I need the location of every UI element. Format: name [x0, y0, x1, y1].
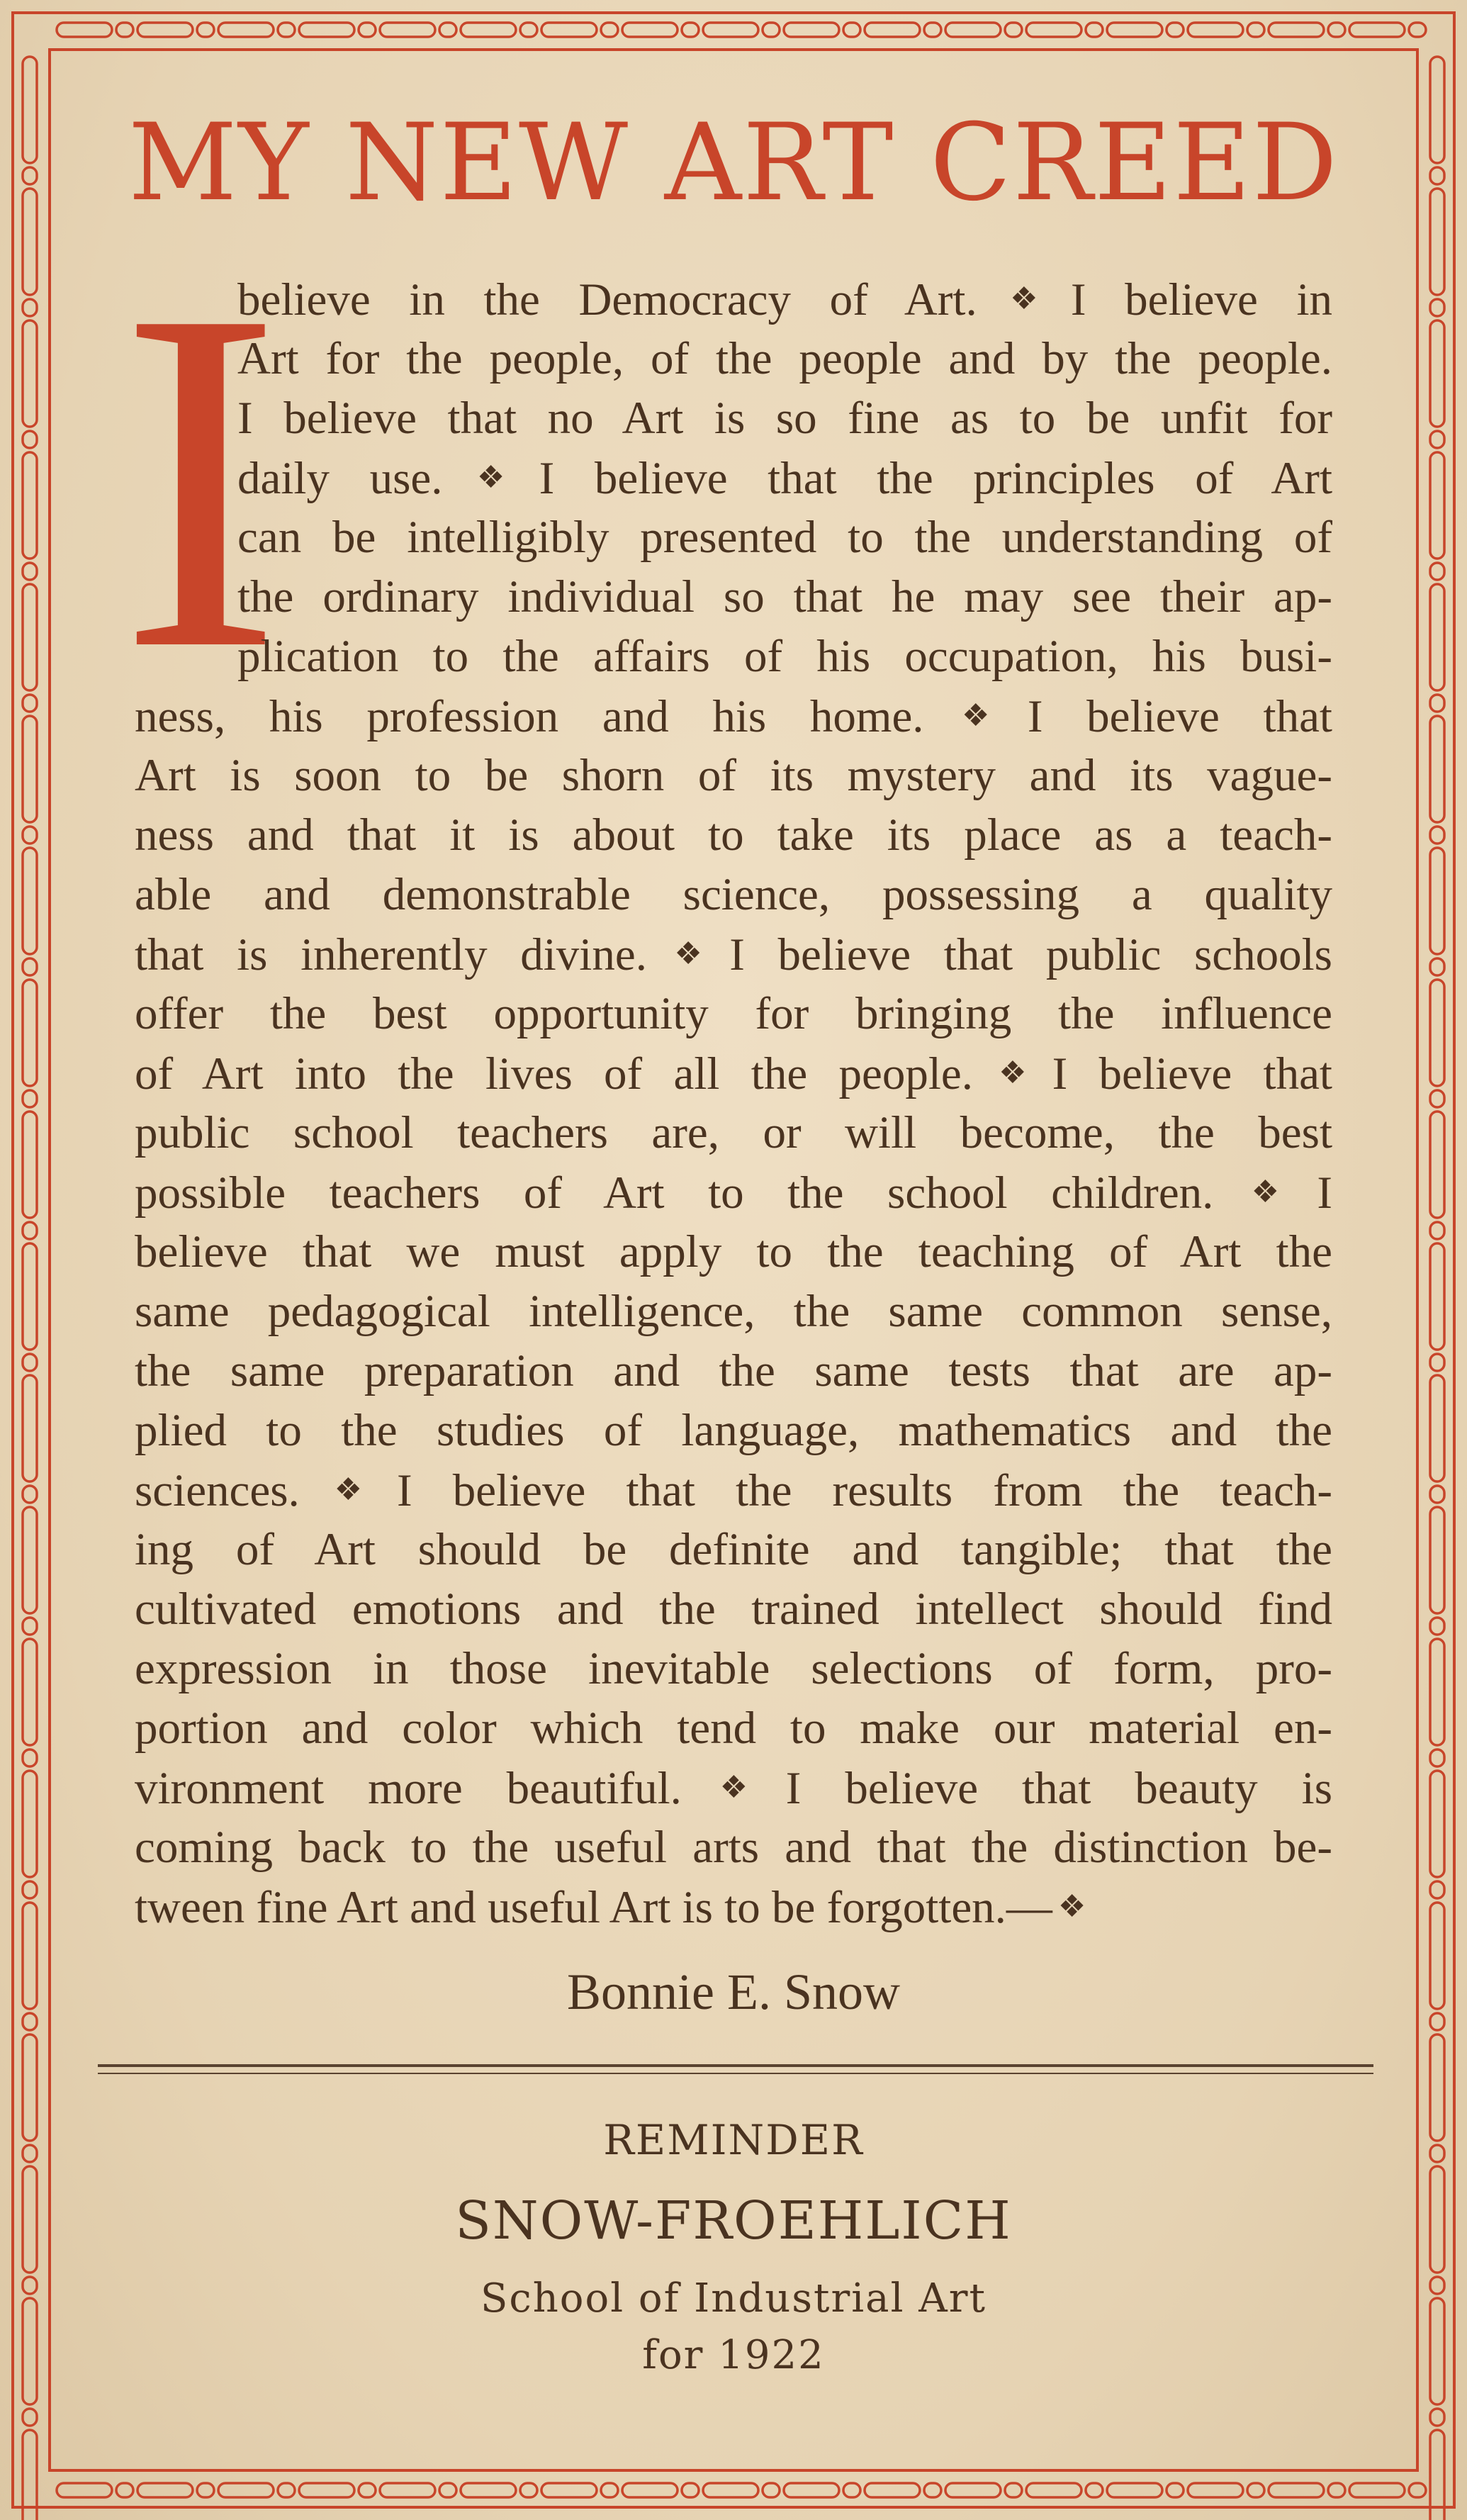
- border-link: [1430, 1243, 1444, 1350]
- border-link: [299, 23, 354, 37]
- border-link: [278, 23, 295, 37]
- border-link: [359, 23, 376, 37]
- creed-line: [135, 1698, 1332, 1758]
- border-link: [1269, 23, 1324, 37]
- school-name: SNOW-FROEHLICH: [455, 2190, 1012, 2251]
- border-link: [945, 23, 1001, 37]
- border-link: [1430, 1354, 1444, 1371]
- creed-line: [135, 1043, 1332, 1103]
- border-link: [380, 2483, 435, 2497]
- creed-text: that is inherently divine.: [135, 929, 647, 980]
- creed-line: [237, 388, 1332, 448]
- creed-text: believe that we must apply to the teaching of Art the: [135, 1226, 1332, 1277]
- creed-line: [135, 1401, 1332, 1460]
- creed-text: vironment more beautiful.: [135, 1763, 682, 1814]
- border-link: [1430, 1111, 1444, 1218]
- border-link: [1005, 2483, 1022, 2497]
- border-link: [1167, 23, 1184, 37]
- border-link: [1430, 320, 1444, 427]
- border-link: [1430, 299, 1444, 316]
- border-link: [57, 2483, 112, 2497]
- creed-line: [135, 865, 1332, 924]
- border-link: [23, 1749, 37, 1766]
- border-link: [1430, 1639, 1444, 1745]
- border-link: [622, 2483, 678, 2497]
- border-link: [197, 2483, 214, 2497]
- ornament-icon: ❖: [652, 936, 724, 971]
- border-link: [865, 23, 920, 37]
- border-link: [23, 299, 37, 316]
- border-link: [1107, 23, 1162, 37]
- ornament-icon: ❖: [448, 460, 534, 495]
- border-link: [116, 2483, 133, 2497]
- border-link: [1247, 23, 1264, 37]
- border-link: [218, 2483, 274, 2497]
- border-link: [843, 2483, 860, 2497]
- border-link: [1269, 2483, 1324, 2497]
- border-link: [1430, 584, 1444, 690]
- creed-line: [237, 627, 1332, 686]
- creed-text: daily use.: [237, 453, 443, 504]
- border-link: [23, 1881, 37, 1898]
- border-link: [23, 2409, 37, 2426]
- border-link: [23, 320, 37, 427]
- border-link: [23, 1375, 37, 1482]
- creed-text: coming back to the useful arts and that the distinction be-: [135, 1822, 1332, 1873]
- border-chain-top: [57, 23, 1426, 37]
- drop-cap: I: [119, 209, 282, 751]
- border-link: [1430, 827, 1444, 844]
- creed-line: [135, 1639, 1332, 1698]
- border-link: [1167, 2483, 1184, 2497]
- border-link: [439, 23, 456, 37]
- ornament-icon: ❖: [687, 1770, 780, 1805]
- border-link: [23, 827, 37, 844]
- border-link: [23, 695, 37, 712]
- border-link: [1086, 2483, 1103, 2497]
- border-link: [1409, 2483, 1426, 2497]
- border-link: [520, 2483, 537, 2497]
- border-link: [1430, 2409, 1444, 2426]
- border-link: [601, 23, 618, 37]
- border-link: [1430, 1375, 1444, 1482]
- creed-text: offer the best opportunity for bringing the influence: [135, 988, 1332, 1039]
- border-link: [137, 2483, 193, 2497]
- creed-line: [135, 1222, 1332, 1282]
- border-link: [23, 584, 37, 690]
- school-type: School of Industrial Art: [480, 2275, 987, 2322]
- creed-text: believe in the Democracy of Art.: [237, 274, 977, 325]
- border-link: [1328, 23, 1345, 37]
- border-link: [23, 980, 37, 1086]
- border-link: [1430, 980, 1444, 1086]
- border-link: [23, 1639, 37, 1745]
- creed-text: plied to the studies of language, mathematics and the: [135, 1405, 1332, 1456]
- creed-text: the ordinary individual so that he may see their ap-: [237, 571, 1332, 622]
- creed-line: [135, 686, 1332, 746]
- border-link: [1430, 1618, 1444, 1635]
- border-link: [1026, 2483, 1081, 2497]
- creed-text: I believe that: [1027, 691, 1332, 742]
- creed-text: possible teachers of Art to the school children.: [135, 1167, 1214, 1219]
- border-link: [1430, 695, 1444, 712]
- border-link: [1430, 563, 1444, 580]
- border-link: [682, 23, 699, 37]
- border-link: [1430, 1749, 1444, 1766]
- creed-text: I believe that no Art is so fine as to be unfit for: [237, 393, 1332, 444]
- border-link: [23, 1111, 37, 1218]
- creed-line: [237, 567, 1332, 627]
- border-link: [23, 1243, 37, 1350]
- border-link: [23, 1507, 37, 1613]
- ornament-icon: ❖: [979, 1055, 1047, 1090]
- border-link: [1349, 2483, 1405, 2497]
- border-link: [1430, 1771, 1444, 1877]
- divider-rule-lower: [98, 2073, 1373, 2074]
- creed-text: can be intelligibly presented to the understanding of: [237, 512, 1332, 563]
- border-link: [763, 23, 780, 37]
- creed-line: [135, 1282, 1332, 1341]
- creed-line: [135, 746, 1332, 805]
- ornament-icon: ❖: [982, 281, 1065, 316]
- creed-text: Art for the people, of the people and by the people.: [237, 333, 1332, 384]
- border-link: [924, 2483, 941, 2497]
- border-link: [439, 2483, 456, 2497]
- creed-text: I believe that the results from the teach-: [396, 1465, 1332, 1516]
- border-link: [23, 1618, 37, 1635]
- creed-line: [135, 805, 1332, 865]
- border-link: [601, 2483, 618, 2497]
- creed-line: [135, 1103, 1332, 1163]
- border-link: [23, 563, 37, 580]
- border-link: [57, 23, 112, 37]
- border-link: [1430, 452, 1444, 559]
- border-link: [1430, 716, 1444, 822]
- border-link: [23, 716, 37, 822]
- border-link: [945, 2483, 1001, 2497]
- border-link: [197, 23, 214, 37]
- border-link: [23, 452, 37, 559]
- creed-text: sciences.: [135, 1465, 300, 1516]
- creed-line: [237, 329, 1332, 388]
- border-link: [461, 23, 516, 37]
- creed-line: [135, 1758, 1332, 1818]
- creed-text: cultivated emotions and the trained intellect should find: [135, 1584, 1332, 1635]
- creed-line: [135, 984, 1332, 1043]
- border-link: [116, 23, 133, 37]
- creed-text: I: [1317, 1167, 1332, 1219]
- creed-text: ness and that it is about to take its place as a teach-: [135, 810, 1332, 861]
- creed-text: of Art into the lives of all the people.: [135, 1048, 974, 1099]
- border-link: [682, 2483, 699, 2497]
- border-link: [299, 2483, 354, 2497]
- creed-line: [135, 1341, 1332, 1401]
- border-link: [1430, 1090, 1444, 1107]
- reminder-label: REMINDER: [603, 2116, 864, 2164]
- page-title: MY NEW ART CREED: [128, 101, 1339, 225]
- border-link: [541, 2483, 597, 2497]
- border-chain-bottom: [57, 2483, 1426, 2497]
- border-link: [1430, 848, 1444, 954]
- border-link: [137, 23, 193, 37]
- creed-text: I believe that public schools: [729, 929, 1332, 980]
- ornament-icon: ❖: [929, 698, 1022, 733]
- border-link: [23, 1771, 37, 1877]
- border-link: [1430, 1507, 1444, 1613]
- border-link: [703, 2483, 758, 2497]
- border-link: [23, 958, 37, 975]
- border-link: [1247, 2483, 1264, 2497]
- creed-line: [135, 1163, 1332, 1222]
- border-link: [23, 431, 37, 448]
- creed-text: tween fine Art and useful Art is to be forgotten.—: [135, 1882, 1052, 1933]
- creed-text: expression in those inevitable selections of form, pro-: [135, 1643, 1332, 1694]
- border-link: [843, 23, 860, 37]
- creed-text: I believe that beauty is: [785, 1763, 1332, 1814]
- creed-text: the same preparation and the same tests that are ap-: [135, 1345, 1332, 1396]
- creed-line: [135, 1460, 1332, 1520]
- creed-text: ing of Art should be definite and tangible; that the: [135, 1524, 1332, 1575]
- creed-text: I believe in: [1070, 274, 1333, 325]
- ornament-icon: ❖: [1057, 1889, 1086, 1924]
- creed-line: [135, 1818, 1332, 1877]
- border-link: [1409, 23, 1426, 37]
- border-link: [1086, 23, 1103, 37]
- creed-text: able and demonstrable science, possessing a quality: [135, 869, 1332, 920]
- border-link: [1430, 1881, 1444, 1898]
- border-link: [461, 2483, 516, 2497]
- ornament-icon: ❖: [1219, 1175, 1312, 1209]
- border-link: [1188, 23, 1243, 37]
- border-link: [784, 23, 839, 37]
- border-link: [924, 23, 941, 37]
- border-link: [1328, 2483, 1345, 2497]
- creed-text: portion and color which tend to make our material en-: [135, 1703, 1332, 1754]
- border-link: [1107, 2483, 1162, 2497]
- border-link: [1026, 23, 1081, 37]
- border-link: [784, 2483, 839, 2497]
- creed-line: [237, 508, 1332, 567]
- border-link: [218, 23, 274, 37]
- creed-line: [237, 448, 1332, 508]
- creed-line: [135, 1520, 1332, 1579]
- border-link: [1430, 1222, 1444, 1239]
- border-link: [380, 23, 435, 37]
- creed-text: Art is soon to be shorn of its mystery and its vague-: [135, 750, 1332, 801]
- creed-text: same pedagogical intelligence, the same common sense,: [135, 1286, 1332, 1337]
- border-link: [703, 23, 758, 37]
- creed-text: plication to the affairs of his occupation, his busi-: [237, 631, 1332, 682]
- border-link: [1430, 431, 1444, 448]
- border-link: [278, 2483, 295, 2497]
- border-link: [520, 23, 537, 37]
- border-link: [763, 2483, 780, 2497]
- border-link: [1430, 958, 1444, 975]
- divider-rule-upper: [98, 2064, 1373, 2067]
- signature: Bonnie E. Snow: [566, 1964, 900, 2020]
- border-link: [23, 1354, 37, 1371]
- border-link: [865, 2483, 920, 2497]
- creed-text: I believe that the principles of Art: [539, 453, 1333, 504]
- creed-text: I believe that: [1052, 1048, 1332, 1099]
- border-link: [622, 23, 678, 37]
- border-link: [23, 848, 37, 954]
- border-link: [1188, 2483, 1243, 2497]
- border-link: [23, 1486, 37, 1503]
- creed-text: ness, his profession and his home.: [135, 691, 924, 742]
- creed-line: [237, 269, 1332, 329]
- border-link: [1005, 23, 1022, 37]
- border-link: [541, 23, 597, 37]
- border-link: [1349, 23, 1405, 37]
- creed-line: [135, 924, 1332, 984]
- ornament-icon: ❖: [305, 1472, 391, 1507]
- border-link: [1430, 1486, 1444, 1503]
- creed-line: [135, 1579, 1332, 1639]
- creed-text: public school teachers are, or will become, the best: [135, 1107, 1332, 1158]
- border-link: [23, 1222, 37, 1239]
- border-link: [359, 2483, 376, 2497]
- year-line: for 1922: [642, 2332, 825, 2378]
- border-link: [23, 1090, 37, 1107]
- creed-line: [135, 1877, 1332, 1937]
